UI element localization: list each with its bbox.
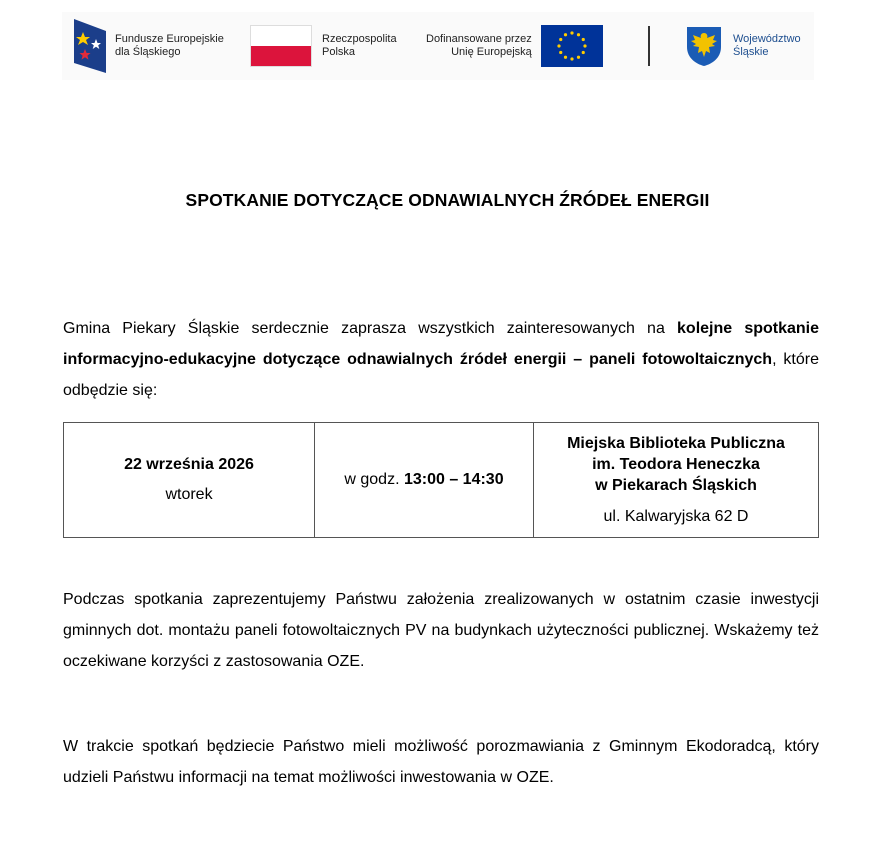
fe-logo-line2: dla Śląskiego — [115, 46, 181, 58]
ue-logo-line1: Dofinansowane przez — [426, 33, 532, 45]
wojewodztwo-slaskie-logo — [685, 12, 801, 80]
rp-logo-line1: Rzeczpospolita — [322, 33, 397, 45]
intro-text-start: Gmina Piekary Śląskie serdecznie zaprasza wszystkich zainteresowanych na — [63, 320, 678, 337]
event-time-prefix: w godz. — [344, 471, 404, 488]
fe-logo-line1: Fundusze Europejskie — [115, 33, 224, 45]
eu-star-icon — [559, 38, 562, 41]
fundusze-europejskie-logo — [74, 12, 224, 80]
silesian-eagle-icon — [685, 25, 723, 67]
logo-separator — [648, 26, 650, 66]
event-details-table — [63, 422, 819, 538]
rp-logo-line2: Polska — [322, 46, 356, 58]
event-venue-cell — [534, 423, 819, 538]
event-date-cell — [64, 423, 315, 538]
intro-bold-text: kolejne spotkanie informacyjno-edukacyjne dotyczące odnawialnych źródeł energii – paneli fotowoltaicznych — [63, 320, 820, 368]
advisor-paragraph: W trakcie spotkań będziecie Państwo mieli możliwość porozmawiania z Gminnym Ekodoradcą, który udzieli Państwu informacji na temat możliwości inwestowania w OZE. — [63, 738, 819, 786]
eu-star-icon — [583, 44, 586, 47]
event-weekday: wtorek — [165, 486, 213, 503]
venue-line-2: im. Teodora Heneczka — [592, 456, 760, 473]
ws-logo-line2: Śląskie — [733, 46, 769, 58]
eu-star-icon — [564, 56, 567, 59]
event-time: 13:00 – 14:30 — [403, 471, 504, 488]
intro-text-end: , które odbędzie się: — [63, 351, 819, 399]
eu-flag-icon — [541, 25, 603, 67]
eu-funding-logo — [426, 12, 603, 80]
event-date: 22 września 2026 — [124, 456, 254, 473]
eu-star-icon — [581, 51, 584, 54]
eu-star-icon — [559, 51, 562, 54]
rzeczpospolita-polska-logo — [250, 12, 397, 80]
eu-star-icon — [557, 44, 560, 47]
eu-star-icon — [577, 33, 580, 36]
venue-address: ul. Kalwaryjska 62 D — [603, 508, 749, 525]
eu-star-icon — [570, 57, 573, 60]
polish-flag-icon — [250, 25, 312, 67]
intro-paragraph — [63, 313, 819, 406]
document-title: SPOTKANIE DOTYCZĄCE ODNAWIALNYCH ŹRÓDEŁ ENERGII — [185, 190, 710, 210]
venue-line-1: Miejska Biblioteka Publiczna — [567, 435, 785, 452]
eu-star-icon — [577, 56, 580, 59]
logo-band — [62, 12, 814, 80]
event-time-cell — [315, 423, 534, 538]
ws-logo-line1: Województwo — [733, 33, 801, 45]
description-paragraph: Podczas spotkania zaprezentujemy Państwu założenia zrealizowanych w ostatnim czasie inwestycji gminnych dot. montażu paneli fotowoltaicznych PV na budynkach użyteczności publicznej. Wskażemy też oczekiwane korzyści z zastosowania OZE. — [63, 591, 819, 670]
venue-line-3: w Piekarach Śląskich — [595, 477, 757, 494]
eu-star-icon — [564, 33, 567, 36]
ue-logo-line2: Unię Europejską — [451, 46, 532, 58]
eu-star-icon — [581, 38, 584, 41]
fundusze-europejskie-emblem-icon — [74, 19, 106, 73]
eu-star-icon — [570, 31, 573, 34]
